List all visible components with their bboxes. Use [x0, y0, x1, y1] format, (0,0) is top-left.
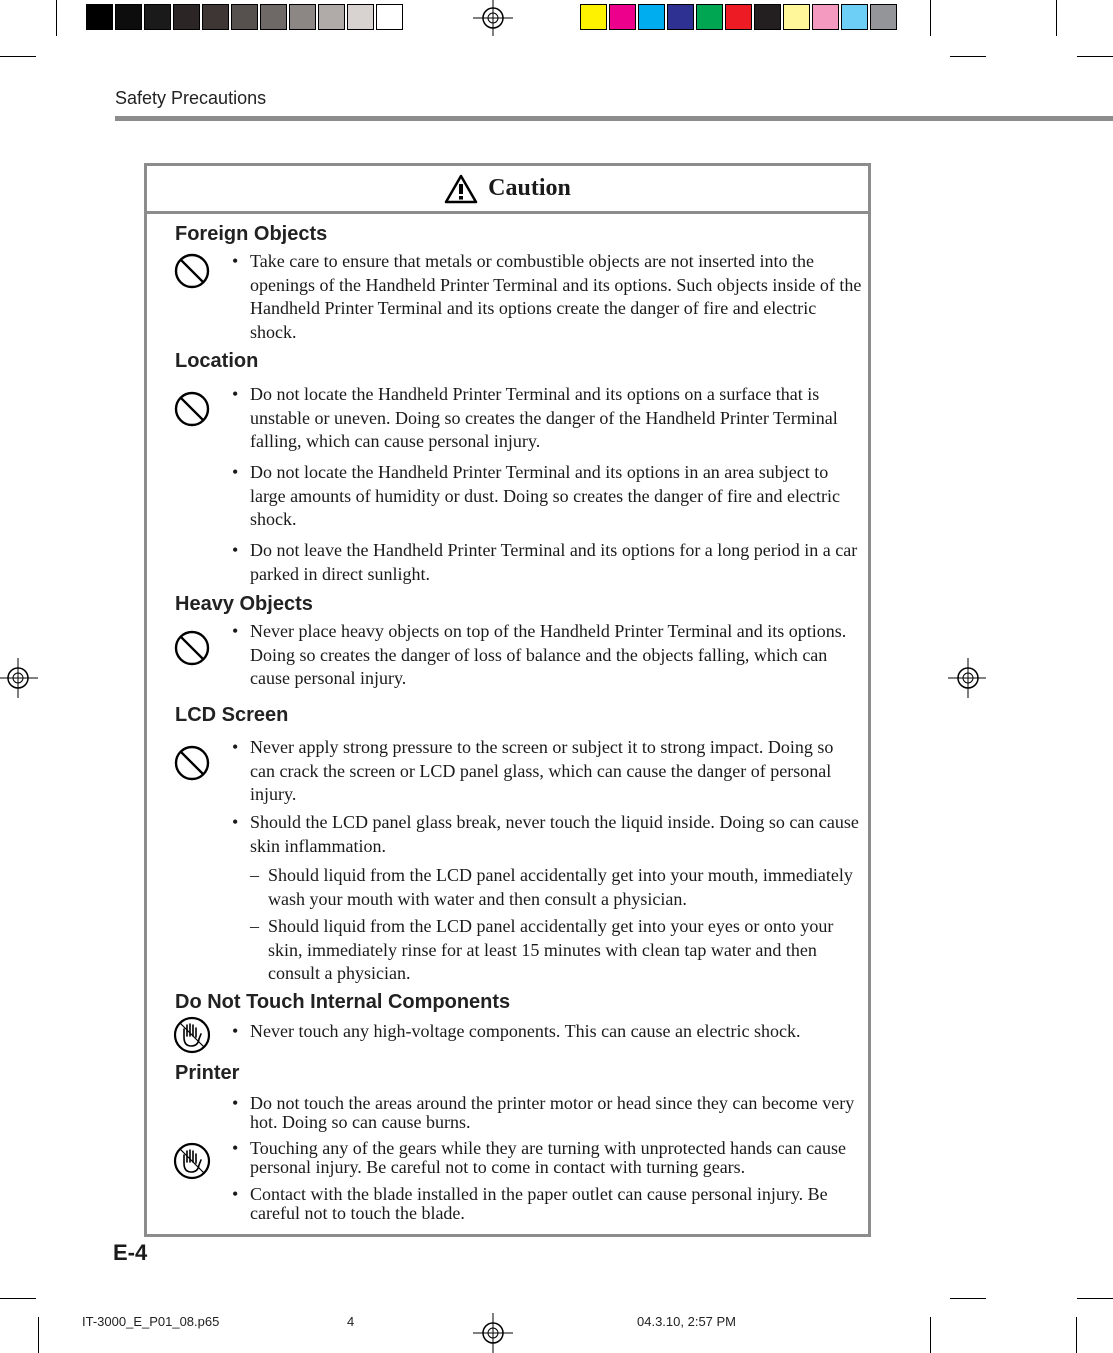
do-not-touch-hand-icon	[172, 1141, 212, 1181]
sub-item-text: Should liquid from the LCD panel accidentally get into your eyes or onto your skin, immediately rinse for at least 15 minutes with clean tap water and then consult a physician.	[268, 916, 834, 983]
color-swatch	[347, 4, 374, 30]
registration-mark-right	[948, 658, 986, 698]
color-swatch	[376, 4, 403, 30]
color-swatch	[289, 4, 316, 30]
bullet-text: Do not touch the areas around the printer motor or head since they can become very hot. Doing so can cause burns.	[250, 1093, 855, 1132]
list-item	[232, 250, 862, 344]
color-swatch	[609, 4, 636, 30]
color-swatch	[202, 4, 229, 30]
bullet-mark: •	[232, 1093, 239, 1113]
section-title-foreign-objects: Foreign Objects	[175, 223, 328, 245]
color-swatch	[841, 4, 868, 30]
prohibited-icon	[172, 628, 212, 668]
bullet-mark: •	[232, 1138, 239, 1158]
header-rule	[115, 116, 1113, 121]
registration-mark-left	[0, 658, 38, 698]
section-title-location: Location	[175, 350, 259, 372]
running-header: Safety Precautions	[115, 88, 267, 108]
color-swatch	[115, 4, 142, 30]
color-swatch	[870, 4, 897, 30]
dash-mark: –	[250, 865, 259, 885]
bullet-mark: •	[232, 462, 239, 482]
bullet-text: Never place heavy objects on top of the Handheld Printer Terminal and its options. Doing so creates the danger of loss of balance and the objects falling, which can cause personal injury.	[250, 621, 847, 688]
list-item	[232, 383, 862, 454]
color-swatch	[638, 4, 665, 30]
list-item	[232, 811, 862, 858]
do-not-touch-hand-icon	[172, 1015, 212, 1055]
color-swatch	[318, 4, 345, 30]
bullet-mark: •	[232, 812, 239, 832]
bullet-mark: •	[232, 1021, 239, 1041]
prohibited-icon	[172, 743, 212, 783]
color-swatch	[754, 4, 781, 30]
bullet-text: Should the LCD panel glass break, never touch the liquid inside. Doing so can cause skin inflammation.	[250, 812, 859, 856]
bullet-mark: •	[232, 737, 239, 757]
bullet-text: Never apply strong pressure to the screen or subject it to strong impact. Doing so can crack the screen or LCD panel glass, which can cause the danger of personal injury.	[250, 737, 834, 804]
registration-mark-top	[473, 0, 513, 36]
color-swatch	[696, 4, 723, 30]
warning-triangle-icon	[444, 174, 478, 204]
bullet-text: Take care to ensure that metals or combustible objects are not inserted into the openings of the Handheld Printer Terminal and its options. Such objects inside of the Handheld Printer Terminal and its options create the danger of fire and electric shock.	[250, 251, 862, 342]
dash-mark: –	[250, 916, 259, 936]
section-title-printer: Printer	[175, 1062, 240, 1084]
registration-mark-bottom	[473, 1313, 513, 1353]
section-title-lcd-screen: LCD Screen	[175, 704, 289, 726]
list-item	[232, 736, 862, 807]
footer-page: 4	[347, 1314, 355, 1329]
caution-header	[147, 166, 868, 214]
color-swatch	[580, 4, 607, 30]
prohibited-icon	[172, 389, 212, 429]
color-swatch	[86, 4, 113, 30]
color-swatch	[667, 4, 694, 30]
color-swatch	[812, 4, 839, 30]
list-item	[232, 1185, 862, 1223]
sub-item-text: Should liquid from the LCD panel accidentally get into your mouth, immediately wash your mouth with water and then consult a physician.	[268, 865, 853, 909]
bullet-text: Do not leave the Handheld Printer Terminal and its options for a long period in a car parked in direct sunlight.	[250, 540, 858, 584]
section-title-heavy-objects: Heavy Objects	[175, 593, 313, 615]
color-swatch	[231, 4, 258, 30]
list-item	[232, 539, 862, 586]
footer-timestamp: 04.3.10, 2:57 PM	[637, 1314, 737, 1329]
bullet-mark: •	[232, 540, 239, 560]
list-item	[232, 461, 862, 532]
color-swatch	[144, 4, 171, 30]
bullet-mark: •	[232, 384, 239, 404]
bullet-text: Do not locate the Handheld Printer Terminal and its options on a surface that is unstable or uneven. Doing so creates the danger of the Handheld Printer Terminal falling, which can cause personal injury.	[250, 384, 838, 451]
list-item	[232, 1139, 862, 1177]
footer-filename: IT-3000_E_P01_08.p65	[82, 1314, 220, 1329]
sub-list-item	[250, 864, 860, 911]
bullet-text: Touching any of the gears while they are turning with unprotected hands can cause personal injury. Be careful not to come in contact with turning gears.	[250, 1138, 847, 1177]
prohibited-icon	[172, 251, 212, 291]
color-swatch	[260, 4, 287, 30]
bullet-mark: •	[232, 621, 239, 641]
bullet-mark: •	[232, 1184, 239, 1204]
page-number: E-4	[113, 1240, 148, 1265]
list-item	[232, 1020, 862, 1044]
list-item	[232, 1094, 862, 1132]
color-swatch	[783, 4, 810, 30]
color-swatch	[173, 4, 200, 30]
section-title-internal-components: Do Not Touch Internal Components	[175, 991, 511, 1013]
bullet-text: Do not locate the Handheld Printer Terminal and its options in an area subject to large amounts of humidity or dust. Doing so creates the danger of fire and electric shock.	[250, 462, 840, 529]
sub-list-item	[250, 915, 860, 986]
caution-title: Caution	[488, 175, 571, 201]
color-swatch	[725, 4, 752, 30]
bullet-text: Never touch any high-voltage components. This can cause an electric shock.	[250, 1021, 801, 1041]
list-item	[232, 620, 862, 691]
bullet-text: Contact with the blade installed in the paper outlet can cause personal injury. Be careful not to touch the blade.	[250, 1184, 828, 1223]
bullet-mark: •	[232, 251, 239, 271]
